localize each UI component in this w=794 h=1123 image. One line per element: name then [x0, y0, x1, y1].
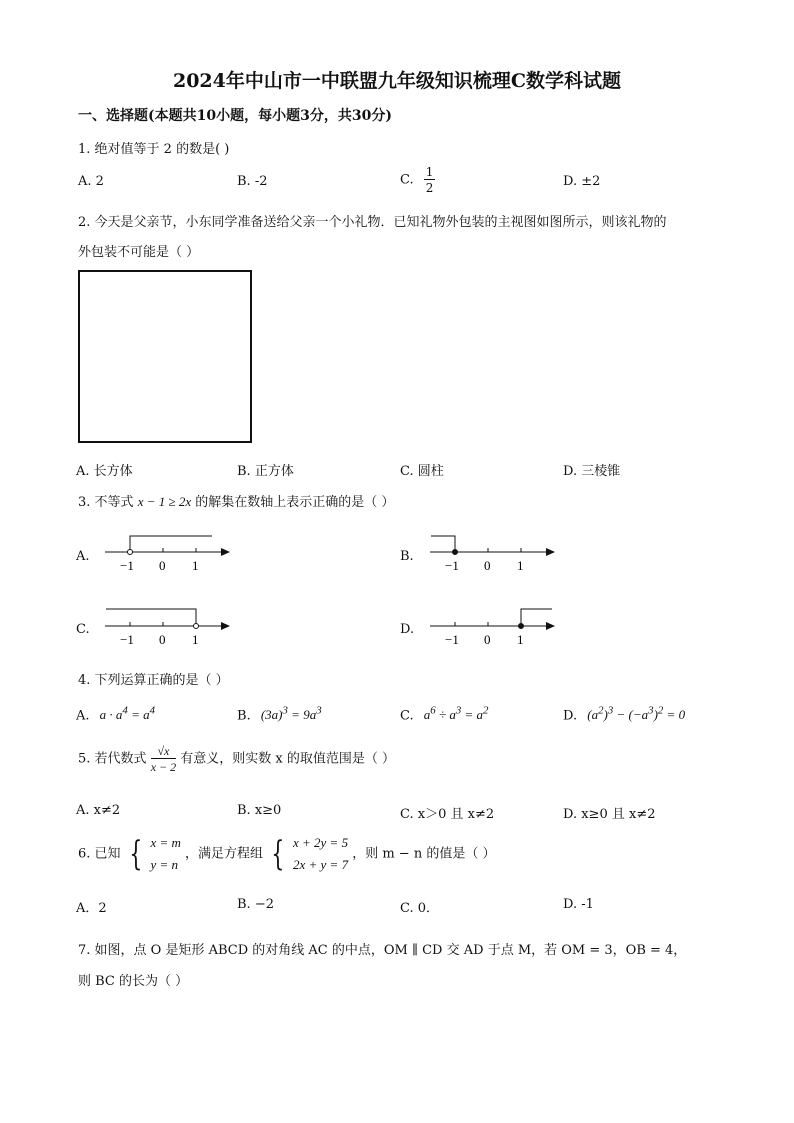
q2-option-d: D. 三棱锥 — [563, 464, 621, 479]
q3-stem-post: 的解集在数轴上表示正确的是（ ） — [195, 495, 395, 510]
q1-option-a: A. 2 — [78, 174, 104, 189]
q3d-tick-neg1: −1 — [445, 632, 459, 647]
q6-brace-2: { — [271, 834, 285, 874]
q3-option-c-label: C. — [76, 622, 90, 637]
q6-option-d: D. -1 — [563, 897, 594, 912]
q3c-tick-1: 1 — [192, 632, 199, 647]
q3-option-b-label: B. — [400, 549, 414, 564]
q6-option-b: B. −2 — [237, 897, 274, 912]
q4-option-d-expr: $(a^2)^3 - (-a^3)^2 = 0$ — [587, 705, 686, 723]
front-view-square-figure — [78, 270, 252, 443]
q6-stem-post: ，则 m − n 的值是（ ） — [352, 846, 496, 862]
q6-brace-1: { — [129, 834, 142, 874]
q5-fraction-den: x − 2 — [150, 760, 177, 774]
q3a-tick-1: 1 — [192, 558, 199, 573]
q3-number-line-b — [425, 528, 565, 578]
q3-option-d-label: D. — [400, 622, 415, 637]
q3c-tick-neg1: −1 — [120, 632, 134, 647]
q1-option-d: D. ±2 — [563, 174, 601, 189]
q1-option-c-num: 1 — [425, 165, 434, 179]
q5-option-a: A. x≠2 — [76, 803, 121, 818]
q3-stem-pre: 3. 不等式 — [78, 495, 134, 510]
q3b-tick-neg1: −1 — [445, 558, 459, 573]
q3-option-a-label: A. — [76, 549, 90, 564]
q6-system-2 — [293, 832, 348, 876]
q5-option-d: D. x≥0 且 x≠2 — [563, 807, 656, 822]
q3a-tick-neg1: −1 — [120, 558, 134, 573]
question-5-stem — [78, 745, 395, 773]
q4-option-a — [76, 705, 155, 723]
q4-option-d-label: D. — [563, 708, 578, 724]
q4-option-d — [563, 705, 685, 723]
question-2-stem-line2: 外包装不可能是（ ） — [78, 245, 200, 260]
q3-number-line-d — [425, 602, 565, 652]
q4-option-b-label: B. — [237, 708, 251, 724]
q4-option-c-label: C. — [400, 708, 414, 724]
q5-option-b: B. x≥0 — [237, 803, 282, 818]
question-1-stem: 1. 绝对值等于 2 的数是( ) — [78, 142, 230, 157]
question-7-stem-line1: 7. 如图，点 O 是矩形 ABCD 的对角线 AC 的中点，OM ∥ CD 交 AD 于点 M，若 OM = 3，OB = 4， — [78, 943, 687, 958]
q5-stem-post: 有意义，则实数 x 的取值范围是（ ） — [180, 751, 395, 767]
q4-option-b — [237, 705, 322, 723]
question-2-stem-line1: 2. 今天是父亲节，小东同学准备送给父亲一个小礼物．已知礼物外包装的主视图如图所示，则该礼物的 — [78, 215, 667, 230]
q4-option-c-expr: $a^6 \div a^3 = a^2$ — [423, 705, 489, 723]
q6-option-a: A．2 — [76, 901, 107, 916]
q6-system-1-eq2: y = n — [150, 857, 179, 872]
q1-option-c — [400, 166, 435, 194]
q3-number-line-c — [100, 602, 240, 652]
q1-option-c-label: C. — [400, 172, 414, 188]
q2-option-a: A. 长方体 — [76, 464, 133, 479]
q1-option-b: B. -2 — [237, 174, 268, 189]
q5-fraction — [151, 745, 176, 773]
q4-option-c — [400, 705, 488, 723]
q3d-tick-0: 0 — [484, 632, 491, 647]
q1-option-c-fraction — [424, 166, 436, 194]
question-4-stem: 4. 下列运算正确的是（ ） — [78, 673, 229, 688]
q6-stem-mid: ，满足方程组 — [185, 846, 264, 862]
q6-system-2-eq2: 2x + y = 7 — [292, 857, 349, 872]
question-7-stem-line2: 则 BC 的长为（ ） — [78, 974, 189, 989]
question-6-stem — [78, 832, 495, 876]
q3d-tick-1: 1 — [517, 632, 524, 647]
q4-option-a-expr: $a \cdot a^4 = a^4$ — [99, 705, 156, 723]
q4-option-b-expr: $(3a)^3 = 9a^3$ — [260, 705, 322, 723]
section-heading: 一、选择题(本题共10小题，每小题3分，共30分) — [78, 108, 392, 124]
q2-option-b: B. 正方体 — [237, 464, 294, 479]
q6-system-1-eq1: x = m — [150, 835, 181, 850]
q3b-tick-1: 1 — [517, 558, 524, 573]
q1-option-c-den: 2 — [425, 181, 434, 195]
q3c-tick-0: 0 — [159, 632, 166, 647]
q5-option-c: C. x＞0 且 x≠2 — [400, 807, 495, 822]
q5-fraction-num: √x — [151, 745, 176, 759]
q6-system-1 — [150, 832, 180, 876]
q5-stem-pre: 5. 若代数式 — [78, 751, 147, 767]
q3-inequality: x − 1 ≥ 2x — [137, 494, 192, 509]
q3a-tick-0: 0 — [159, 558, 166, 573]
q3-number-line-a — [100, 528, 240, 578]
q6-stem-pre: 6. 已知 — [78, 846, 121, 862]
q2-option-c: C. 圆柱 — [400, 464, 444, 479]
q6-option-c: C. 0． — [400, 901, 440, 916]
q4-option-a-label: A. — [76, 708, 90, 724]
q6-system-2-eq1: x + 2y = 5 — [292, 835, 349, 850]
q3b-tick-0: 0 — [484, 558, 491, 573]
page-title: 2024年中山市一中联盟九年级知识梳理C数学科试题 — [172, 70, 621, 92]
question-3-stem — [78, 491, 394, 510]
